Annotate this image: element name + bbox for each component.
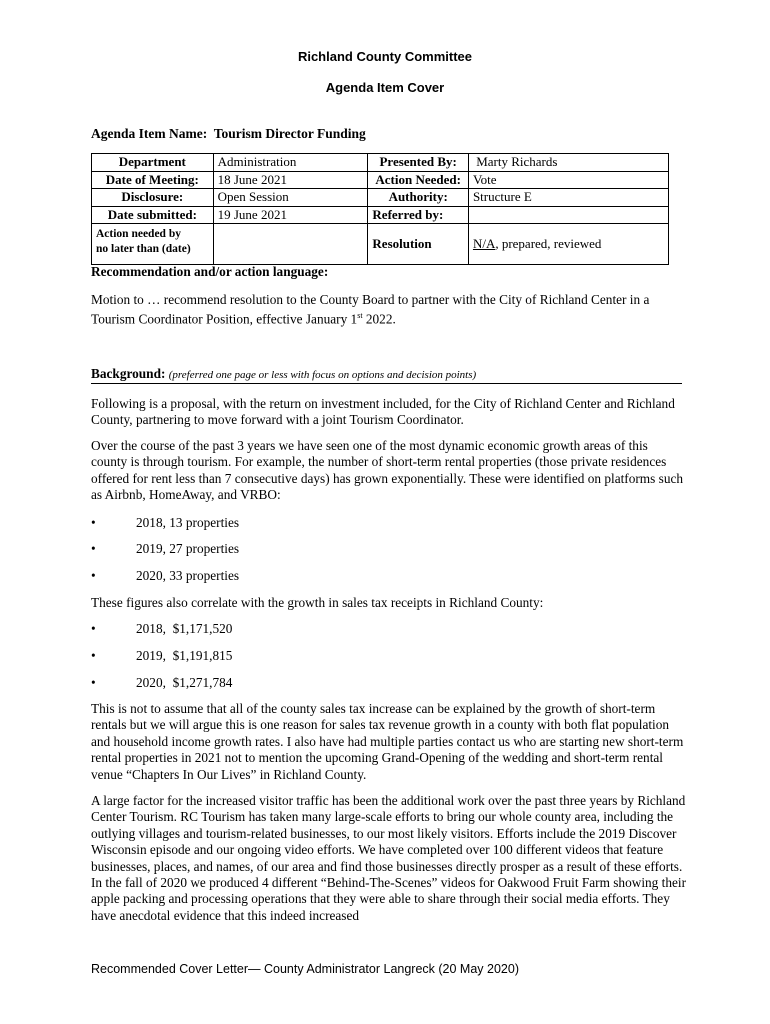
background-paragraph-2: Over the course of the past 3 years we have seen one of the most dynamic economic growth areas of this county is through tourism. For example, the number of short-term rental properties (those private residences offered for rent less than 7 consecutive days) has grown exponentially. These were identified on platforms such as Airbnb, HomeAway, and VRBO:: [91, 438, 684, 503]
date-of-meeting-value: 18 June 2021: [213, 171, 368, 189]
date-submitted-value: 19 June 2021: [213, 206, 368, 224]
background-paragraph-3: These figures also correlate with the growth in sales tax receipts in Richland County:: [91, 595, 544, 610]
list-item: • 2020, $1,271,784: [91, 675, 233, 690]
disclosure-label: Disclosure:: [92, 189, 214, 207]
agenda-item-name: [91, 126, 366, 142]
background-paragraph-5: A large factor for the increased visitor traffic has been the additional work over the past three years by Richland Center Tourism. RC Tourism has taken many large-scale efforts to bring our whole county area, including the outlying villages and tourism-related businesses, to our most likely visitors. Efforts include the 2019 Discover Wisconsin episode and our ongoing video efforts. We have completed over 100 different videos that feature businesses, places, and names, of our area and find those businesses directly prosper as a result of these efforts. In the fall of 2020 we produced 4 different “Behind-The-Scenes” videos for Oakwood Fruit Farm showing their apple packing and processing operations that they were able to share through their social media efforts. They have anecdotal evidence that this indeed increased: [91, 793, 687, 923]
department-label: Department: [92, 154, 214, 172]
action-deadline-label: Action needed by no later than (date): [92, 224, 214, 265]
list-item: • 2018, 13 properties: [91, 515, 240, 530]
presented-by-value: Marty Richards: [468, 154, 668, 172]
authority-value: Structure E: [468, 189, 668, 207]
background-note: (preferred one page or less with focus on options and decision points): [168, 369, 477, 381]
referred-by-label: Referred by:: [368, 206, 469, 224]
agenda-item-value: Tourism Director Funding: [213, 126, 366, 141]
list-item: • 2019, 27 properties: [91, 541, 240, 556]
resolution-na-link[interactable]: N/A: [472, 235, 496, 251]
disclosure-value: Open Session: [213, 189, 368, 207]
background-divider: [91, 383, 682, 384]
resolution-label: Resolution: [368, 224, 469, 265]
agenda-cover-subtitle: Agenda Item Cover: [325, 80, 445, 95]
background-paragraph-1: Following is a proposal, with the return on investment included, for the City of Richland Center and Richland County, partnering to move forward with a joint Tourism Coordinator.: [91, 396, 675, 428]
recommendation-text: Motion to … recommend resolution to the County Board to partner with the City of Richland Center in a Tourism Coordinator Position, effective January 1st 2022.: [91, 292, 650, 327]
list-item: • 2019, $1,191,815: [91, 648, 233, 663]
background-heading: Background: (preferred one page or less with focus on options and decision points): [91, 366, 477, 381]
background-paragraph-4: This is not to assume that all of the county sales tax increase can be explained by the growth of short-term rentals but we will argue this is one reason for sales tax revenue growth in a county with both flat population and household income growth rates. I also have had multiple parties contact us who are starting new short-term rental properties in 2021 not to mention the upcoming Grand-Opening of the wedding and short-term rental venue “Chapters In Our Lives” in Richland County.: [91, 701, 684, 782]
action-deadline-value: [213, 224, 368, 265]
presented-by-label: Presented By:: [368, 154, 469, 172]
list-item: • 2020, 33 properties: [91, 568, 240, 583]
department-value: Administration: [213, 154, 368, 172]
referred-by-value: [468, 206, 668, 224]
recommendation-heading: Recommendation and/or action language:: [91, 264, 329, 279]
list-item: • 2018, $1,171,520: [91, 621, 233, 636]
agenda-info-table: [91, 153, 669, 265]
action-needed-label: Action Needed:: [368, 171, 469, 189]
authority-label: Authority:: [368, 189, 469, 207]
resolution-value: N/A, prepared, reviewed: [468, 224, 668, 265]
date-of-meeting-label: Date of Meeting:: [92, 171, 214, 189]
date-submitted-label: Date submitted:: [92, 206, 214, 224]
page-footer: Recommended Cover Letter— County Administrator Langreck (20 May 2020): [91, 962, 519, 976]
action-needed-value: Vote: [468, 171, 668, 189]
committee-title: Richland County Committee: [297, 49, 473, 64]
agenda-item-label: Agenda Item Name:: [91, 126, 208, 141]
